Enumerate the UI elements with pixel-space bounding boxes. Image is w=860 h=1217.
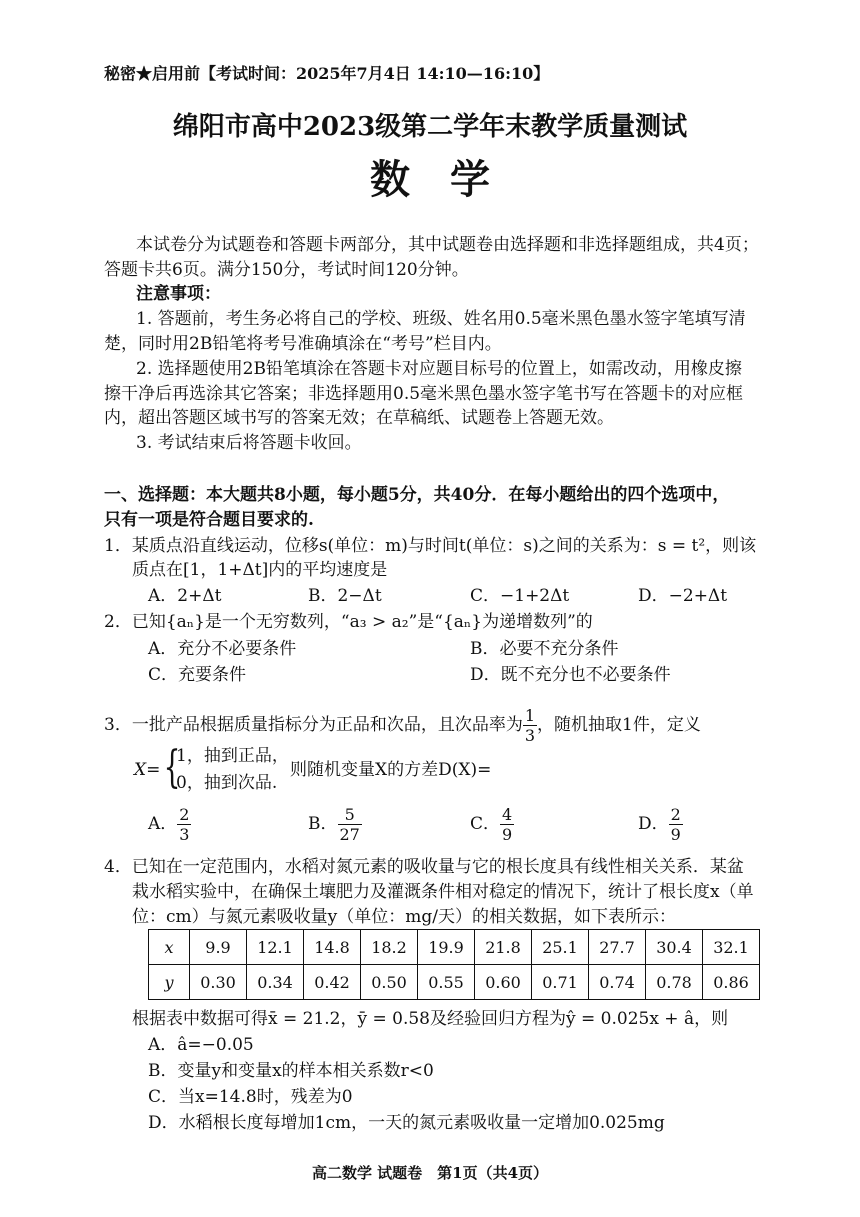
q4-stem-a: 4．已知在一定范围内，水稻对氮元素的吸收量与它的根长度具有线性相关关系．某盆 (104, 857, 744, 877)
table-cell: 25.1 (532, 930, 589, 965)
q3-stem-text: 3．一批产品根据质量指标分为正品和次品，且次品率为 (104, 715, 523, 735)
table-cell: 0.86 (703, 965, 760, 1000)
notice-1-a: 1. 答题前，考生务必将自己的学校、班级、姓名用0.5毫米黑色墨水签字笔填写清 (136, 309, 746, 329)
notice-1-b: 楚，同时用2B铅笔将考号准确填涂在“考号”栏目内。 (104, 334, 502, 354)
table-cell: 0.30 (190, 965, 247, 1000)
table-header-x: x (149, 930, 190, 965)
q3-defect-rate-fraction: $\frac{1}{3}$ (524, 706, 536, 745)
q3-option-c: C． $\frac{4}{9}$ (470, 805, 513, 844)
q2-option-d: D．既不充分也不必要条件 (470, 665, 671, 685)
table-cell: 32.1 (703, 930, 760, 965)
table-cell: 21.8 (475, 930, 532, 965)
section-heading-a: 一、选择题：本大题共8小题，每小题5分，共40分．在每小题给出的四个选项中， (104, 485, 730, 505)
q1-stem-a: 1．某质点沿直线运动，位移s(单位：m)与时间t(单位：s)之间的关系为：s = t²，则该 (104, 536, 757, 556)
q3-option-a: A． $\frac{2}{3}$ (148, 805, 190, 844)
notice-title: 注意事项： (136, 284, 221, 304)
table-cell: 0.78 (646, 965, 703, 1000)
q2-option-b: B．必要不充分条件 (470, 639, 619, 659)
q1-option-c: C．−1+2Δt (470, 586, 570, 606)
q4-option-d: D．水稻根长度每增加1cm，一天的氮元素吸收量一定增加0.025mg (148, 1113, 665, 1133)
q3-stem-text-2: ，随机抽取1件，定义 (537, 715, 701, 735)
table-cell: 14.8 (304, 930, 361, 965)
q3-stem-a (104, 706, 701, 745)
table-cell: 0.42 (304, 965, 361, 1000)
table-cell: 12.1 (247, 930, 304, 965)
table-row-x (149, 930, 760, 965)
q3-option-b: B． $\frac{5}{27}$ (308, 805, 360, 844)
subject-title: 数学 (370, 156, 530, 203)
table-row-y (149, 965, 760, 1000)
table-cell: 18.2 (361, 930, 418, 965)
q3-option-d: D． $\frac{2}{9}$ (638, 805, 681, 844)
table-cell: 9.9 (190, 930, 247, 965)
q4-stem-c: 位：cm）与氮元素吸收量y（单位：mg/天）的相关数据，如下表所示： (132, 907, 676, 927)
intro-line-1: 本试卷分为试题卷和答题卡两部分，其中试题卷由选择题和非选择题组成，共4页； (136, 235, 759, 255)
table-cell: 27.7 (589, 930, 646, 965)
notice-3: 3. 考试结束后将答题卡收回。 (136, 433, 362, 453)
q2-option-c: C．充要条件 (148, 665, 247, 685)
q1-option-b: B．2−Δt (308, 586, 382, 606)
q4-option-a: A．â=−0.05 (148, 1035, 254, 1055)
q1-stem-b: 质点在[1，1+Δt]内的平均速度是 (132, 560, 388, 580)
table-cell: 0.60 (475, 965, 532, 1000)
q3-case-1: 1，抽到正品， (176, 746, 289, 766)
table-cell: 30.4 (646, 930, 703, 965)
table-cell: 0.74 (589, 965, 646, 1000)
notice-2-a: 2. 选择题使用2B铅笔填涂在答题卡对应题目标号的位置上，如需改动，用橡皮擦 (136, 359, 742, 379)
q3-variance-text: 则随机变量X的方差D(X)= (290, 760, 492, 780)
intro-line-2: 答题卡共6页。满分150分，考试时间120分钟。 (104, 260, 469, 280)
q3-brace-icon: { (163, 742, 181, 793)
table-cell: 0.55 (418, 965, 475, 1000)
confidential-header: 秘密★启用前【考试时间：2025年7月4日 14:10—16:10】 (104, 64, 550, 83)
page-footer: 高二数学 试题卷 第1页（共4页） (311, 1164, 549, 1182)
q3-case-2: 0，抽到次品. (176, 773, 278, 793)
table-cell: 0.71 (532, 965, 589, 1000)
q2-option-a: A．充分不必要条件 (148, 639, 297, 659)
q4-stem-b: 栽水稻实验中，在确保土壤肥力及灌溉条件相对稳定的情况下，统计了根长度x（单 (132, 882, 754, 902)
q1-option-a: A．2+Δt (148, 586, 222, 606)
q1-option-d: D．−2+Δt (638, 586, 728, 606)
exam-title: 绵阳市高中2023级第二学年末教学质量测试 (172, 112, 688, 142)
table-cell: 19.9 (418, 930, 475, 965)
q4-regression-text: 根据表中数据可得x̄ = 21.2，ȳ = 0.58及经验回归方程为ŷ = 0.025x + â，则 (132, 1009, 729, 1029)
table-header-y: y (149, 965, 190, 1000)
data-table (148, 929, 760, 1000)
q3-x-label: X= (134, 760, 161, 780)
q4-option-c: C．当x=14.8时，残差为0 (148, 1087, 353, 1107)
notice-2-b: 擦干净后再选涂其它答案；非选择题用0.5毫米黑色墨水签字笔书写在答题卡的对应框 (104, 384, 744, 404)
table-cell: 0.34 (247, 965, 304, 1000)
notice-2-c: 内，超出答题区域书写的答案无效；在草稿纸、试题卷上答题无效。 (104, 408, 614, 428)
table-cell: 0.50 (361, 965, 418, 1000)
q2-stem: 2．已知{aₙ}是一个无穷数列，“a₃ > a₂”是“{aₙ}为递增数列”的 (104, 612, 593, 632)
section-heading-b: 只有一项是符合题目要求的. (104, 510, 314, 530)
q4-option-b: B．变量y和变量x的样本相关系数r<0 (148, 1061, 434, 1081)
